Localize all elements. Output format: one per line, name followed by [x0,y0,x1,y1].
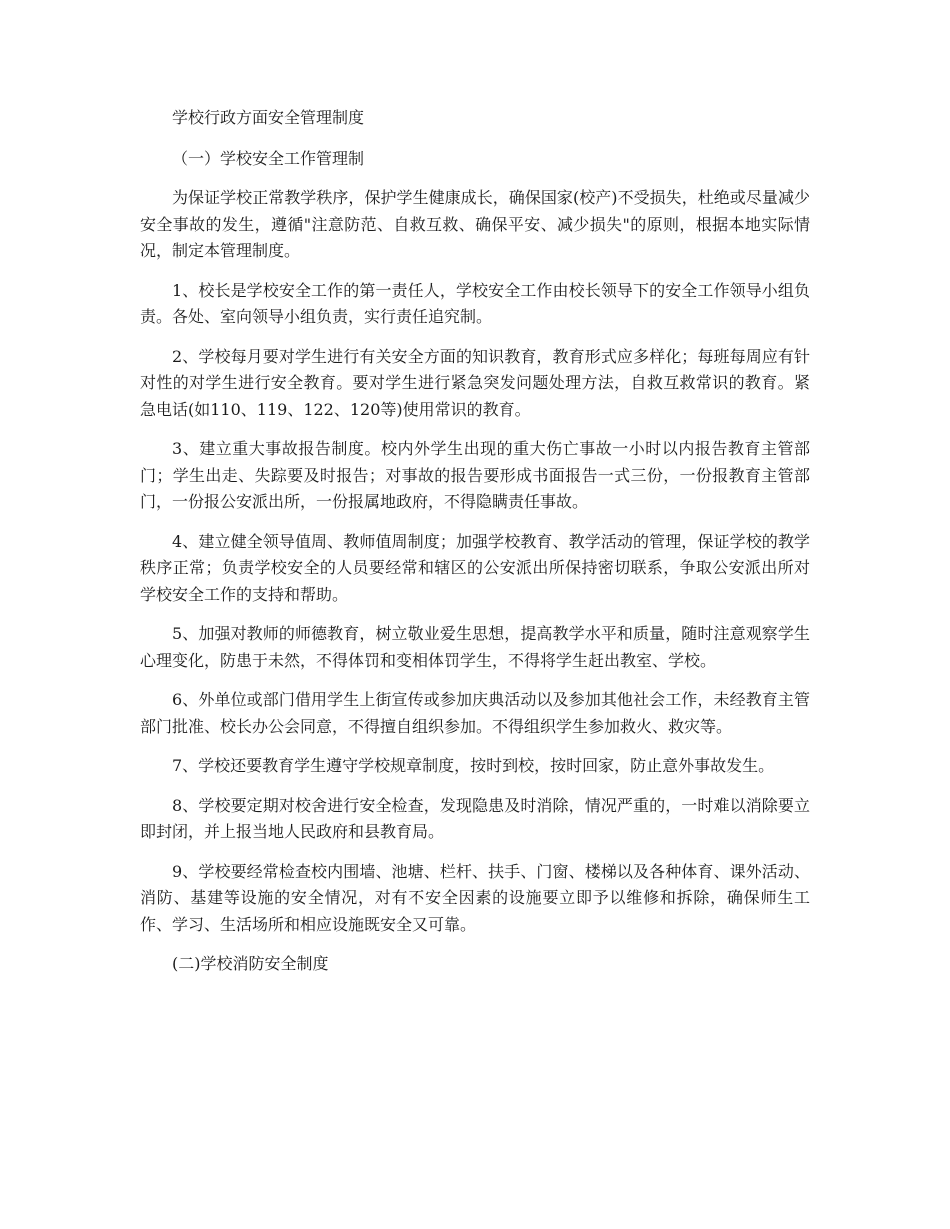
document-page [140,105,810,991]
intro-paragraph: 为保证学校正常教学秩序，保护学生健康成长，确保国家(校产)不受损失，杜绝或尽量减少安全事故的发生，遵循"注意防范、自救互救、确保平安、减少损失"的原则，根据本地实际情况，制定本管理制度。 [140,188,810,260]
list-item: 5、加强对教师的师德教育，树立敬业爱生思想，提高教学水平和质量，随时注意观察学生心理变化，防患于未然，不得体罚和变相体罚学生，不得将学生赶出教室、学校。 [140,624,810,670]
section-heading-1: （一）学校安全工作管理制 [172,148,365,168]
list-item: 6、外单位或部门借用学生上街宣传或参加庆典活动以及参加其他社会工作，未经教育主管部门批准、校长办公会同意，不得擅自组织参加。不得组织学生参加救火、救灾等。 [140,690,810,736]
section-heading-2: (二)学校消防安全制度 [172,954,329,973]
list-item: 2、学校每月要对学生进行有关安全方面的知识教育，教育形式应多样化；每班每周应有针对性的对学生进行安全教育。要对学生进行紧急突发问题处理方法，自救互救常识的教育。紧急电话(如110、119、122、120等)使用常识的教育。 [140,346,810,419]
list-item: 7、学校还要教育学生遵守学校规章制度，按时到校，按时回家，防止意外事故发生。 [172,756,775,775]
list-item: 3、建立重大事故报告制度。校内外学生出现的重大伤亡事故一小时以内报告教育主管部门；学生出走、失踪要及时报告；对事故的报告要形成书面报告一式三份，一份报教育主管部门，一份报公安派出所，一份报属地政府，不得隐瞒责任事故。 [140,439,810,511]
document-title: 学校行政方面安全管理制度 [172,108,365,127]
list-item: 8、学校要定期对校舍进行安全检查，发现隐患及时消除，情况严重的，一时难以消除要立即封闭，并上报当地人民政府和县教育局。 [140,795,810,841]
list-item: 4、建立健全领导值周、教师值周制度；加强学校教育、教学活动的管理，保证学校的教学秩序正常；负责学校安全的人员要经常和辖区的公安派出所保持密切联系，争取公安派出所对学校安全工作的支持和帮助。 [140,531,810,604]
list-item: 1、校长是学校安全工作的第一责任人，学校安全工作由校长领导下的安全工作领导小组负责。各处、室向领导小组负责，实行责任追究制。 [140,280,810,326]
list-item: 9、学校要经常检查校内围墙、池塘、栏杆、扶手、门窗、楼梯以及各种体育、课外活动、消防、基建等设施的安全情况，对有不安全因素的设施要立即予以维修和拆除，确保师生工作、学习、生活场所和相应设施既安全又可靠。 [140,861,810,934]
